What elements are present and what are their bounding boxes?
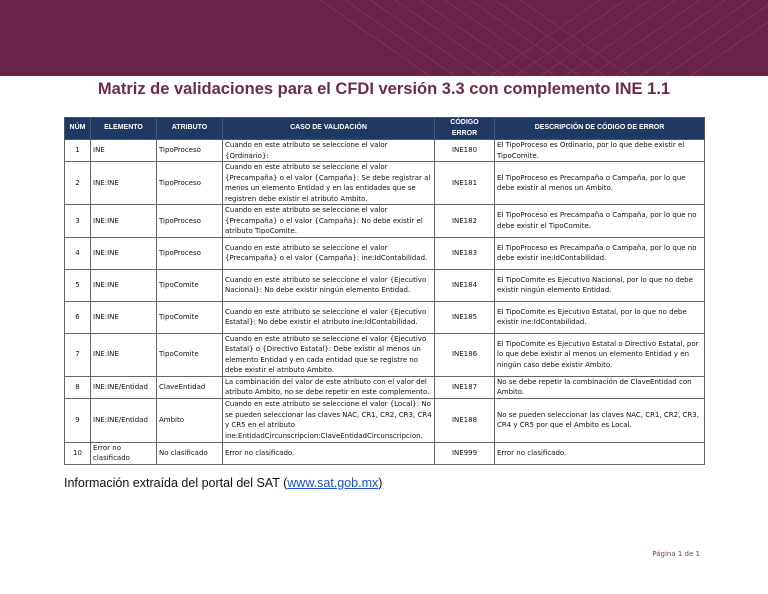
cell-num: 4	[65, 237, 91, 269]
cell-num: 2	[65, 162, 91, 205]
validation-matrix-table	[64, 117, 705, 465]
cell-atributo: Ambito	[157, 398, 223, 442]
table-row	[65, 398, 705, 442]
cell-caso: Cuando en este atributo se seleccione el valor {Precampaña} o el valor {Campaña}: No debe existir el atributo TipoComite.	[223, 205, 435, 238]
cell-num: 9	[65, 398, 91, 442]
cell-descripcion: Error no clasificado.	[495, 442, 705, 464]
header-banner	[0, 0, 768, 76]
cell-codigo: INE186	[435, 333, 495, 376]
cell-elemento: Error no clasificado	[91, 442, 157, 464]
cell-caso: Error no clasificado.	[223, 442, 435, 464]
table-row	[65, 162, 705, 205]
source-note-suffix: )	[378, 476, 383, 490]
cell-atributo: ClaveEntidad	[157, 376, 223, 398]
cell-elemento: INE:INE/Entidad	[91, 398, 157, 442]
cell-codigo: INE185	[435, 301, 495, 333]
cell-descripcion: El TipoComite es Ejecutivo Estatal o Directivo Estatal, por lo que debe existir al menos un elemento Entidad y en ningún caso debe existir Ambito.	[495, 333, 705, 376]
cell-atributo: TipoComite	[157, 269, 223, 301]
cell-num: 10	[65, 442, 91, 464]
table-row	[65, 269, 705, 301]
cell-codigo: INE181	[435, 162, 495, 205]
cell-descripcion: El TipoProceso es Precampaña o Campaña, por lo que no debe existir el TipoComite.	[495, 205, 705, 238]
banner-pattern	[0, 0, 768, 76]
cell-elemento: INE:INE	[91, 162, 157, 205]
cell-codigo: INE188	[435, 398, 495, 442]
cell-elemento: INE:INE	[91, 301, 157, 333]
cell-atributo: TipoComite	[157, 333, 223, 376]
cell-descripcion: El TipoComite es Ejecutivo Nacional, por lo que no debe existir ningún elemento Entidad.	[495, 269, 705, 301]
table-header-row	[65, 118, 705, 140]
cell-caso: Cuando en este atributo se seleccione el valor {Ejecutivo Nacional}: No debe existir ningún elemento Entidad.	[223, 269, 435, 301]
cell-caso: La combinación del valor de este atributo con el valor del atributo Ambito, no se debe repetir en este complemento.	[223, 376, 435, 398]
cell-caso: Cuando en este atributo se seleccione el valor {Local}: No se pueden seleccionar las claves NAC, CR1, CR2, CR3, CR4 y CR5 en el atributo ine:EntidadCircunscripcion:ClaveEntidadCircunscripcion.	[223, 398, 435, 442]
table-row	[65, 376, 705, 398]
cell-codigo: INE184	[435, 269, 495, 301]
cell-elemento: INE:INE	[91, 333, 157, 376]
cell-caso: Cuando en este atributo se seleccione el valor {Ejecutivo Estatal} o {Directivo Estatal}: Debe existir al menos un elemento Entidad y en cada entidad que se registre no debe existir el atributo Ambito.	[223, 333, 435, 376]
table-row	[65, 333, 705, 376]
table-row	[65, 205, 705, 238]
cell-num: 7	[65, 333, 91, 376]
cell-descripcion: No se pueden seleccionar las claves NAC, CR1, CR2, CR3, CR4 y CR5 por que el Ambito es Local.	[495, 398, 705, 442]
cell-codigo: INE187	[435, 376, 495, 398]
cell-descripcion: No se debe repetir la combinación de ClaveEntidad con Ambito.	[495, 376, 705, 398]
column-header-descripcion: DESCRIPCIÓN DE CÓDIGO DE ERROR	[495, 118, 705, 140]
cell-caso: Cuando en este atributo se seleccione el valor {Precampaña} o el valor {Campaña}: Se debe registrar al menos un elemento Entidad y en las entidades que se registren debe existir el atributo Ambito.	[223, 162, 435, 205]
cell-codigo: INE183	[435, 237, 495, 269]
cell-num: 8	[65, 376, 91, 398]
cell-caso: Cuando en este atributo se seleccione el valor {Ordinario}:	[223, 140, 435, 162]
cell-descripcion: El TipoProceso es Ordinario, por lo que debe existir el TipoComite.	[495, 140, 705, 162]
column-header-num: NÚM	[65, 118, 91, 140]
cell-descripcion: El TipoProceso es Precampaña o Campaña, por lo que debe existir al menos un Ambito.	[495, 162, 705, 205]
cell-caso: Cuando en este atributo se seleccione el valor {Precampaña} o el valor {Campaña}: ine:IdContabilidad.	[223, 237, 435, 269]
page-title: Matriz de validaciones para el CFDI versión 3.3 con complemento INE 1.1	[97, 80, 671, 98]
cell-codigo: INE182	[435, 205, 495, 238]
table-row	[65, 140, 705, 162]
column-header-caso: CASO DE VALIDACIÓN	[223, 118, 435, 140]
source-note	[64, 476, 382, 490]
cell-atributo: TipoProceso	[157, 140, 223, 162]
cell-caso: Cuando en este atributo se seleccione el valor {Ejecutivo Estatal}: No debe existir el atributo ine:IdContabilidad.	[223, 301, 435, 333]
cell-codigo: INE180	[435, 140, 495, 162]
page-number: Página 1 de 1	[652, 550, 700, 558]
sat-website-link[interactable]: www.sat.gob.mx	[287, 476, 379, 490]
column-header-atributo: ATRIBUTO	[157, 118, 223, 140]
column-header-codigo: CÓDIGO ERROR	[435, 118, 495, 140]
cell-codigo: INE999	[435, 442, 495, 464]
column-header-elemento: ELEMENTO	[91, 118, 157, 140]
cell-atributo: TipoProceso	[157, 205, 223, 238]
cell-elemento: INE:INE	[91, 205, 157, 238]
table-row	[65, 442, 705, 464]
cell-elemento: INE:INE/Entidad	[91, 376, 157, 398]
cell-atributo: TipoComite	[157, 301, 223, 333]
cell-num: 6	[65, 301, 91, 333]
cell-atributo: TipoProceso	[157, 162, 223, 205]
cell-num: 1	[65, 140, 91, 162]
table-row	[65, 237, 705, 269]
cell-num: 3	[65, 205, 91, 238]
source-note-prefix: Información extraída del portal del SAT (	[64, 476, 288, 490]
cell-descripcion: El TipoProceso es Precampaña o Campaña, por lo que no debe existir ine:IdContabilidad.	[495, 237, 705, 269]
cell-elemento: INE	[91, 140, 157, 162]
cell-elemento: INE:INE	[91, 269, 157, 301]
table-row	[65, 301, 705, 333]
cell-elemento: INE:INE	[91, 237, 157, 269]
cell-atributo: TipoProceso	[157, 237, 223, 269]
cell-atributo: No clasificado	[157, 442, 223, 464]
cell-descripcion: El TipoComite es Ejecutivo Estatal, por lo que no debe existir ine:IdContabilidad.	[495, 301, 705, 333]
cell-num: 5	[65, 269, 91, 301]
